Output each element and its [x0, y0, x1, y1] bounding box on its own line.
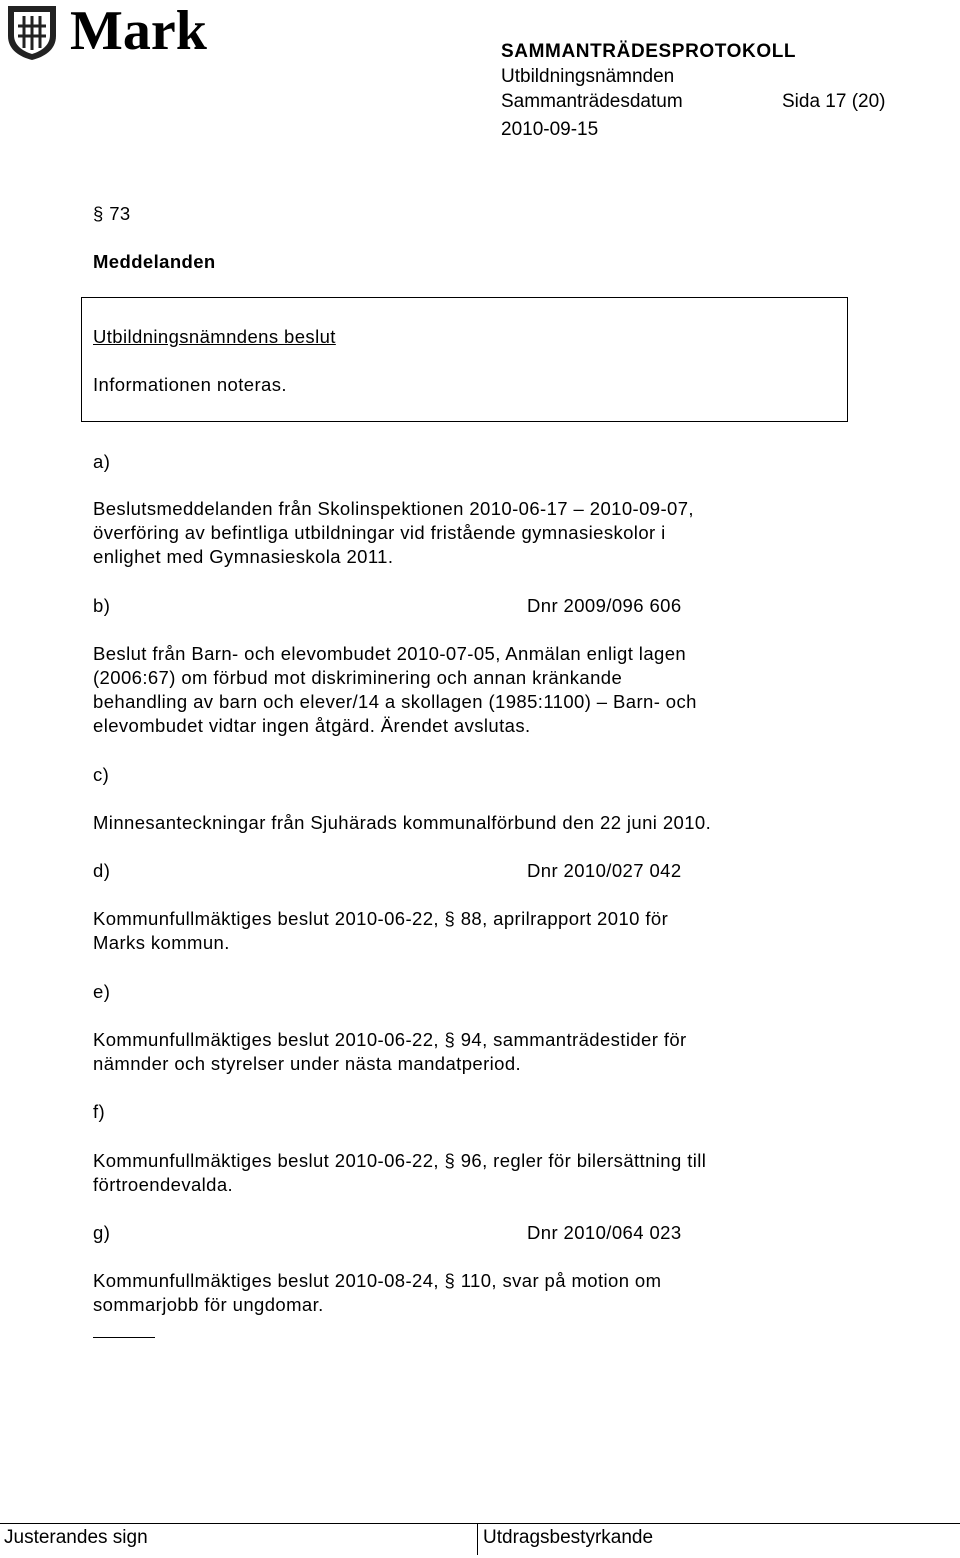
item-text: Kommunfullmäktiges beslut 2010-08-24, § 110, svar på motion om sommarjobb för ungdomar.	[93, 1270, 662, 1315]
item-text: Kommunfullmäktiges beslut 2010-06-22, § 88, aprilrapport 2010 för Marks kommun.	[93, 908, 669, 953]
item-dnr: Dnr 2010/027 042	[527, 860, 682, 881]
item-label: g)	[93, 1222, 111, 1243]
page-number: Sida 17 (20)	[782, 91, 886, 112]
item-text: Kommunfullmäktiges beslut 2010-06-22, § 94, sammanträdestider för nämnder och styrelser under nästa mandatperiod.	[93, 1029, 687, 1074]
item-text: Beslutsmeddelanden från Skolinspektionen 2010-06-17 – 2010-09-07, överföring av befintliga utbildningar vid fristående gymnasieskolor i enlighet med Gymnasieskola 2011.	[93, 498, 694, 567]
item-label: c)	[93, 764, 110, 785]
municipality-crest-icon	[4, 2, 60, 67]
item-text: Minnesanteckningar från Sjuhärads kommunalförbund den 22 juni 2010.	[93, 812, 712, 833]
paragraph-number: § 73	[93, 203, 131, 224]
item-text: Beslut från Barn- och elevombudet 2010-07-05, Anmälan enligt lagen (2006:67) om förbud mot diskriminering och annan kränkande behandling av barn och elever/14 a skollagen (1985:1100) – Barn- och elevombudet vidtar ingen åtgärd. Ärendet avslutas.	[93, 643, 697, 736]
footer-utdragsbestyrkande: Utdragsbestyrkande	[483, 1527, 654, 1548]
decision-text: Informationen noteras.	[93, 374, 287, 395]
item-label: d)	[93, 860, 111, 881]
decision-box	[81, 297, 848, 422]
logo-text: Mark	[70, 0, 207, 62]
closing-rule	[93, 1337, 155, 1338]
decision-heading: Utbildningsnämndens beslut	[93, 326, 336, 347]
footer-separator	[477, 1523, 478, 1555]
item-label: a)	[93, 451, 111, 472]
committee-name: Utbildningsnämnden	[501, 66, 675, 87]
meeting-date-label: Sammanträdesdatum	[501, 91, 683, 112]
document-type: SAMMANTRÄDESPROTOKOLL	[501, 41, 797, 62]
footer-divider	[0, 1523, 960, 1524]
section-title: Meddelanden	[93, 251, 216, 272]
item-label: e)	[93, 981, 111, 1002]
item-dnr: Dnr 2010/064 023	[527, 1222, 682, 1243]
item-label: f)	[93, 1101, 106, 1122]
item-dnr: Dnr 2009/096 606	[527, 595, 682, 616]
meeting-date: 2010-09-15	[501, 119, 599, 140]
footer-justerandes-sign: Justerandes sign	[4, 1527, 148, 1548]
item-label: b)	[93, 595, 111, 616]
item-text: Kommunfullmäktiges beslut 2010-06-22, § 96, regler för bilersättning till förtroendevalda.	[93, 1150, 707, 1195]
